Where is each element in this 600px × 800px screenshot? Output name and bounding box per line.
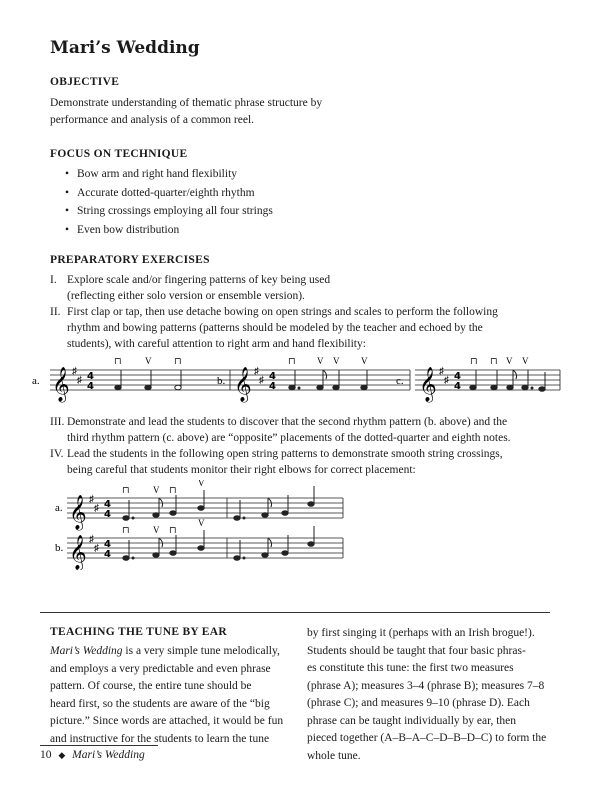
paragraph-line: Mari’s Wedding is a very simple tune melodically, bbox=[50, 645, 280, 657]
up-bow-icon: V bbox=[153, 525, 160, 535]
crossing-label-a: a. bbox=[55, 502, 63, 514]
page-title: Mari’s Wedding bbox=[50, 38, 200, 58]
paragraph-line: picture.” Since words are attached, it would be fun bbox=[50, 715, 284, 727]
sharp-icon: ♯ bbox=[439, 366, 444, 377]
list-item: • Even bow distribution bbox=[65, 223, 180, 236]
teaching-right-column bbox=[307, 625, 562, 765]
exercise-line: (reflecting either solo version or ensemble version). bbox=[67, 290, 305, 302]
sharp-icon: ♯ bbox=[259, 375, 264, 386]
sharp-icon: ♯ bbox=[444, 375, 449, 386]
note bbox=[123, 516, 129, 521]
note bbox=[262, 553, 268, 558]
note bbox=[170, 551, 176, 556]
sharp-icon: ♯ bbox=[94, 503, 99, 514]
note bbox=[282, 511, 288, 516]
pattern-label-a: a. bbox=[32, 375, 40, 387]
time-signature: 4 bbox=[104, 549, 111, 560]
time-signature: 4 bbox=[87, 371, 94, 382]
paragraph-line: pieced together (A–B–A–C–D–B–D–C) to form the bbox=[307, 732, 547, 744]
note bbox=[153, 553, 159, 558]
objective-heading: OBJECTIVE bbox=[50, 76, 120, 88]
treble-clef-icon: 𝄞 bbox=[69, 535, 87, 570]
exercise-item bbox=[50, 304, 570, 352]
objective-text bbox=[50, 95, 322, 129]
staff-c bbox=[415, 370, 560, 390]
string-crossing-music bbox=[55, 480, 355, 570]
exercise-line: Lead the students in the following open string patterns to demonstrate smooth string crossings, bbox=[67, 448, 503, 460]
preparatory-heading: PREPARATORY EXERCISES bbox=[50, 254, 210, 266]
time-signature: 4 bbox=[104, 539, 111, 550]
note bbox=[282, 551, 288, 556]
teaching-left-column bbox=[50, 643, 295, 748]
exercise-number: II. bbox=[50, 306, 61, 318]
paragraph-line: and employs a very predictable and even phrase bbox=[50, 662, 271, 675]
paragraph-line: whole tune. bbox=[307, 749, 361, 762]
objective-line: performance and analysis of a common reel. bbox=[50, 114, 255, 126]
note bbox=[522, 385, 528, 390]
note bbox=[539, 387, 545, 392]
note bbox=[333, 385, 339, 390]
up-bow-icon: V bbox=[361, 356, 368, 366]
up-bow-icon: V bbox=[333, 356, 340, 366]
page-number: 10 bbox=[40, 749, 52, 761]
focus-list bbox=[65, 165, 273, 239]
up-bow-icon: V bbox=[506, 356, 513, 366]
time-signature: 4 bbox=[454, 371, 461, 382]
note bbox=[123, 556, 129, 561]
paragraph-line: (phrase C); and measures 9–10 (phrase D). Each bbox=[307, 697, 530, 709]
up-bow-icon: V bbox=[198, 518, 205, 528]
note bbox=[153, 513, 159, 518]
up-bow-icon: V bbox=[153, 485, 160, 495]
exercise-item bbox=[50, 272, 560, 304]
note bbox=[234, 556, 240, 561]
list-item: • Bow arm and right hand flexibility bbox=[65, 168, 238, 180]
up-bow-icon: V bbox=[317, 356, 324, 366]
treble-clef-icon: 𝄞 bbox=[234, 367, 252, 402]
paragraph-line: pattern. Of course, the entire tune should be bbox=[50, 680, 252, 692]
exercise-item bbox=[50, 414, 580, 446]
sharp-icon: ♯ bbox=[89, 494, 94, 505]
note bbox=[170, 511, 176, 516]
down-bow-icon: ⊓ bbox=[174, 356, 182, 366]
list-item: • String crossings employing all four strings bbox=[65, 205, 273, 217]
note bbox=[308, 502, 314, 507]
note bbox=[289, 385, 295, 390]
exercise-number: I. bbox=[50, 274, 57, 286]
down-bow-icon: ⊓ bbox=[288, 356, 296, 366]
note bbox=[491, 385, 497, 390]
up-bow-icon: V bbox=[145, 356, 152, 366]
treble-clef-icon: 𝄞 bbox=[419, 367, 437, 402]
teaching-heading: TEACHING THE TUNE BY EAR bbox=[50, 626, 227, 638]
exercise-line: third rhythm pattern (c. above) are “opposite” placements of the dotted-quarter and eighth notes. bbox=[67, 432, 511, 444]
time-signature: 4 bbox=[87, 381, 94, 392]
pattern-label-b: b. bbox=[217, 375, 226, 387]
time-signature: 4 bbox=[454, 381, 461, 392]
down-bow-icon: ⊓ bbox=[470, 356, 478, 366]
section-divider bbox=[40, 612, 550, 613]
objective-line: Demonstrate understanding of thematic phrase structure by bbox=[50, 97, 323, 109]
note bbox=[507, 385, 513, 390]
down-bow-icon: ⊓ bbox=[114, 356, 122, 366]
exercise-line: rhythm and bowing patterns (patterns should be modeled by the teacher and echoed by the bbox=[67, 322, 483, 334]
paragraph-line: and instructive for the students to learn the tune bbox=[50, 732, 270, 745]
note bbox=[361, 385, 367, 390]
sharp-icon: ♯ bbox=[72, 366, 77, 377]
note bbox=[262, 513, 268, 518]
tune-title-italic: Mari’s Wedding bbox=[50, 645, 123, 657]
list-item: • Accurate dotted-quarter/eighth rhythm bbox=[65, 186, 255, 199]
down-bow-icon: ⊓ bbox=[490, 356, 498, 366]
paragraph-line: (phrase A); measures 3–4 (phrase B); measures 7–8 bbox=[307, 679, 545, 692]
exercise-line: Demonstrate and lead the students to discover that the second rhythm pattern (b. above) and the bbox=[67, 416, 508, 428]
time-signature: 4 bbox=[269, 381, 276, 392]
note bbox=[317, 385, 323, 390]
sharp-icon: ♯ bbox=[77, 375, 82, 386]
time-signature: 4 bbox=[269, 371, 276, 382]
sharp-icon: ♯ bbox=[94, 543, 99, 554]
exercise-line: students), with careful attention to right arm and hand flexibility: bbox=[67, 338, 366, 350]
up-bow-icon: V bbox=[198, 480, 205, 488]
exercise-line: Explore scale and/or fingering patterns of key being used bbox=[67, 274, 331, 286]
exercise-line: First clap or tap, then use detache bowing on open strings and scales to perform the following bbox=[67, 306, 498, 318]
note bbox=[115, 385, 121, 390]
down-bow-icon: ⊓ bbox=[169, 485, 177, 495]
note bbox=[198, 506, 204, 511]
footer bbox=[40, 749, 145, 761]
footer-title: Mari’s Wedding bbox=[72, 749, 145, 761]
note bbox=[145, 385, 151, 390]
note bbox=[198, 546, 204, 551]
paragraph-line: es constitute this tune: the first two measures bbox=[307, 662, 514, 674]
treble-clef-icon: 𝄞 bbox=[52, 367, 70, 402]
sharp-icon: ♯ bbox=[254, 366, 259, 377]
exercise-line: being careful that students monitor their right elbows for correct placement: bbox=[67, 464, 416, 476]
down-bow-icon: ⊓ bbox=[122, 485, 130, 495]
time-signature: 4 bbox=[104, 509, 111, 520]
note bbox=[234, 516, 240, 521]
note bbox=[308, 542, 314, 547]
paragraph-line: by first singing it (perhaps with an Irish brogue!). bbox=[307, 627, 535, 639]
down-bow-icon: ⊓ bbox=[169, 525, 177, 535]
up-bow-icon: V bbox=[522, 356, 529, 366]
focus-heading: FOCUS ON TECHNIQUE bbox=[50, 148, 188, 160]
exercise-number: IV. bbox=[50, 448, 64, 460]
crossing-label-b: b. bbox=[55, 542, 64, 554]
time-signature: 4 bbox=[104, 499, 111, 510]
note bbox=[470, 385, 476, 390]
exercise-item bbox=[50, 446, 580, 478]
rhythm-patterns-music bbox=[30, 350, 570, 406]
diamond-icon: ◆ bbox=[58, 750, 66, 760]
footer-rule bbox=[40, 745, 158, 746]
pattern-label-c: c. bbox=[396, 375, 404, 387]
exercise-number: III. bbox=[50, 416, 65, 428]
note bbox=[175, 385, 181, 390]
treble-clef-icon: 𝄞 bbox=[69, 495, 87, 530]
paragraph-line: phrase can be taught individually by ear, then bbox=[307, 714, 517, 727]
sharp-icon: ♯ bbox=[89, 534, 94, 545]
down-bow-icon: ⊓ bbox=[122, 525, 130, 535]
paragraph-line: heard first, so the students are aware of the “big bbox=[50, 697, 270, 710]
paragraph-line: Students should be taught that four basic phras- bbox=[307, 644, 526, 657]
